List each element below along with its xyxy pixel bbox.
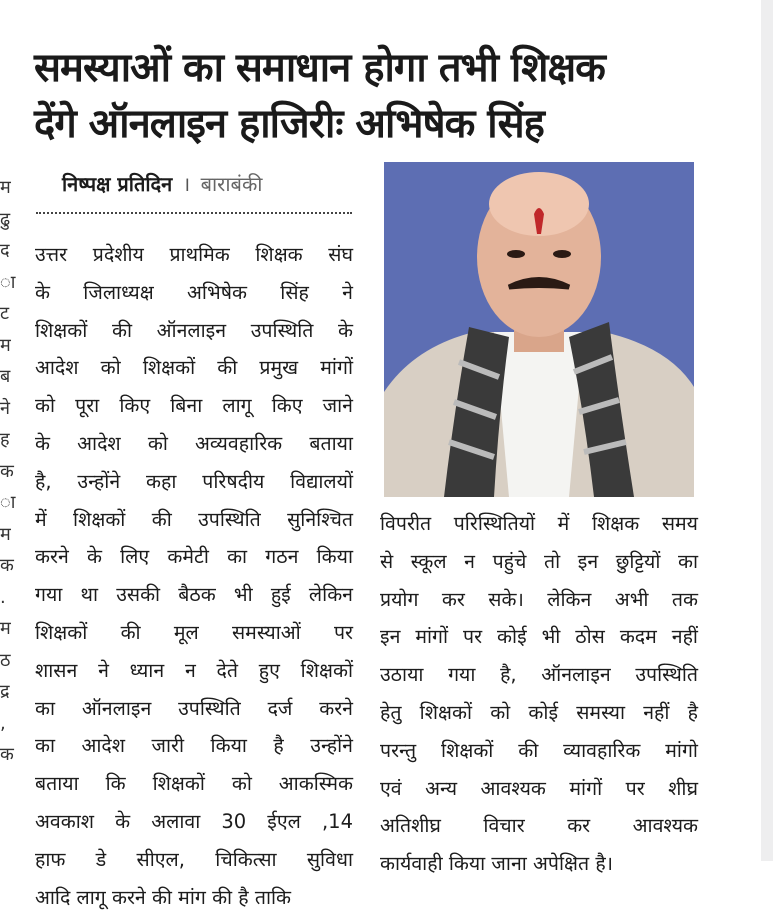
column-fragment: द bbox=[0, 240, 10, 261]
left-column bbox=[35, 236, 353, 916]
text-line: प्रयोग कर सके। लेकिन अभी तक bbox=[380, 587, 698, 611]
shirt bbox=[494, 332, 584, 497]
text-line: परन्तु शिक्षकों की व्यावहारिक मांगो bbox=[380, 738, 698, 762]
headline-line: देंगे ऑनलाइन हाजिरीः अभिषेक सिंह bbox=[34, 101, 544, 147]
column-fragment: ट bbox=[0, 303, 10, 324]
mustache bbox=[509, 280, 569, 288]
text-line: को पूरा किए बिना लागू किए जाने bbox=[35, 394, 353, 418]
text-line: है, उन्होंने कहा परिषदीय विद्यालयों bbox=[35, 469, 353, 493]
text-line: से स्कूल न पहुंचे तो इन छुट्टियों का bbox=[380, 549, 698, 573]
text-line: के आदेश को अव्यवहारिक बताया bbox=[35, 431, 353, 455]
column-fragment: ा bbox=[0, 271, 16, 293]
column-fragment: द्र bbox=[0, 681, 10, 702]
text-line: इन मांगों पर कोई भी ठोस कदम नहीं bbox=[380, 625, 698, 649]
text-line: के जिलाध्यक्ष अभिषेक सिंह ने bbox=[35, 280, 353, 304]
text-line: शिक्षकों की मूल समस्याओं पर bbox=[35, 620, 353, 644]
text-line: कार्यवाही किया जाना अपेक्षित है। bbox=[380, 852, 614, 876]
text-line: शासन ने ध्यान न देते हुए शिक्षकों bbox=[35, 658, 353, 682]
text-line: का ऑनलाइन उपस्थिति दर्ज करने bbox=[35, 696, 353, 720]
adjacent-column-fragments bbox=[0, 172, 16, 771]
text-line: गया था उसकी बैठक भी हुई लेकिन bbox=[35, 583, 353, 607]
right-column bbox=[380, 505, 698, 883]
text-line: में शिक्षकों की उपस्थिति सुनिश्चित bbox=[35, 507, 353, 531]
text-line: का आदेश जारी किया है उन्होंने bbox=[35, 734, 353, 758]
text-line: एवं अन्य आवश्यक मांगों पर शीघ्र bbox=[380, 776, 698, 800]
column-fragment: म bbox=[0, 523, 11, 545]
text-line: अतिशीघ्र विचार कर आवश्यक bbox=[380, 814, 698, 838]
column-fragment: म bbox=[0, 618, 11, 639]
column-fragment: म bbox=[0, 177, 11, 198]
column-fragment: , bbox=[0, 712, 6, 734]
text-line: उठाया गया है, ऑनलाइन उपस्थिति bbox=[380, 663, 698, 687]
column-fragment: ढु bbox=[0, 208, 11, 230]
text-line: अवकाश के अलावा 30 ईएल ,14 bbox=[35, 809, 353, 833]
text-line: आदि लागू करने की मांग की है ताकि bbox=[35, 885, 292, 909]
text-line: करने के लिए कमेटी का गठन किया bbox=[35, 545, 353, 569]
column-fragment: क bbox=[0, 555, 14, 576]
text-line: शिक्षकों की ऑनलाइन उपस्थिति के bbox=[35, 318, 353, 342]
text-line: विपरीत परिस्थितियों में शिक्षक समय bbox=[380, 512, 698, 535]
portrait-photo bbox=[384, 162, 694, 497]
column-fragment: म bbox=[0, 334, 11, 356]
column-fragment: ह bbox=[0, 429, 10, 450]
text-line: उत्तर प्रदेशीय प्राथमिक शिक्षक संघ bbox=[35, 243, 353, 266]
text-line: आदेश को शिक्षकों की प्रमुख मांगों bbox=[35, 356, 353, 380]
column-fragment: ा bbox=[0, 492, 16, 513]
column-fragment: ठ bbox=[0, 649, 11, 671]
column-fragment: ब bbox=[0, 366, 11, 387]
column-fragment: ने bbox=[0, 397, 10, 419]
text-line: बताया कि शिक्षकों को आकस्मिक bbox=[35, 772, 353, 796]
headline bbox=[34, 40, 605, 152]
column-fragment: क bbox=[0, 460, 14, 482]
dotted-divider bbox=[36, 212, 352, 214]
column-fragment: . bbox=[0, 586, 6, 608]
newspaper-name: निष्पक्ष प्रतिदिन bbox=[62, 172, 173, 196]
headline-line: समस्याओं का समाधान होगा तभी शिक्षक bbox=[34, 45, 605, 91]
text-line: हेतु शिक्षकों को कोई समस्या नहीं है bbox=[380, 700, 698, 724]
dateline-place: बाराबंकी bbox=[200, 172, 263, 196]
text-line: हाफ डे सीएल, चिकित्सा सुविधा bbox=[35, 847, 353, 871]
page-edge bbox=[761, 0, 773, 861]
column-fragment: क bbox=[0, 744, 14, 765]
byline bbox=[62, 170, 262, 197]
byline-separator: । bbox=[182, 172, 191, 196]
